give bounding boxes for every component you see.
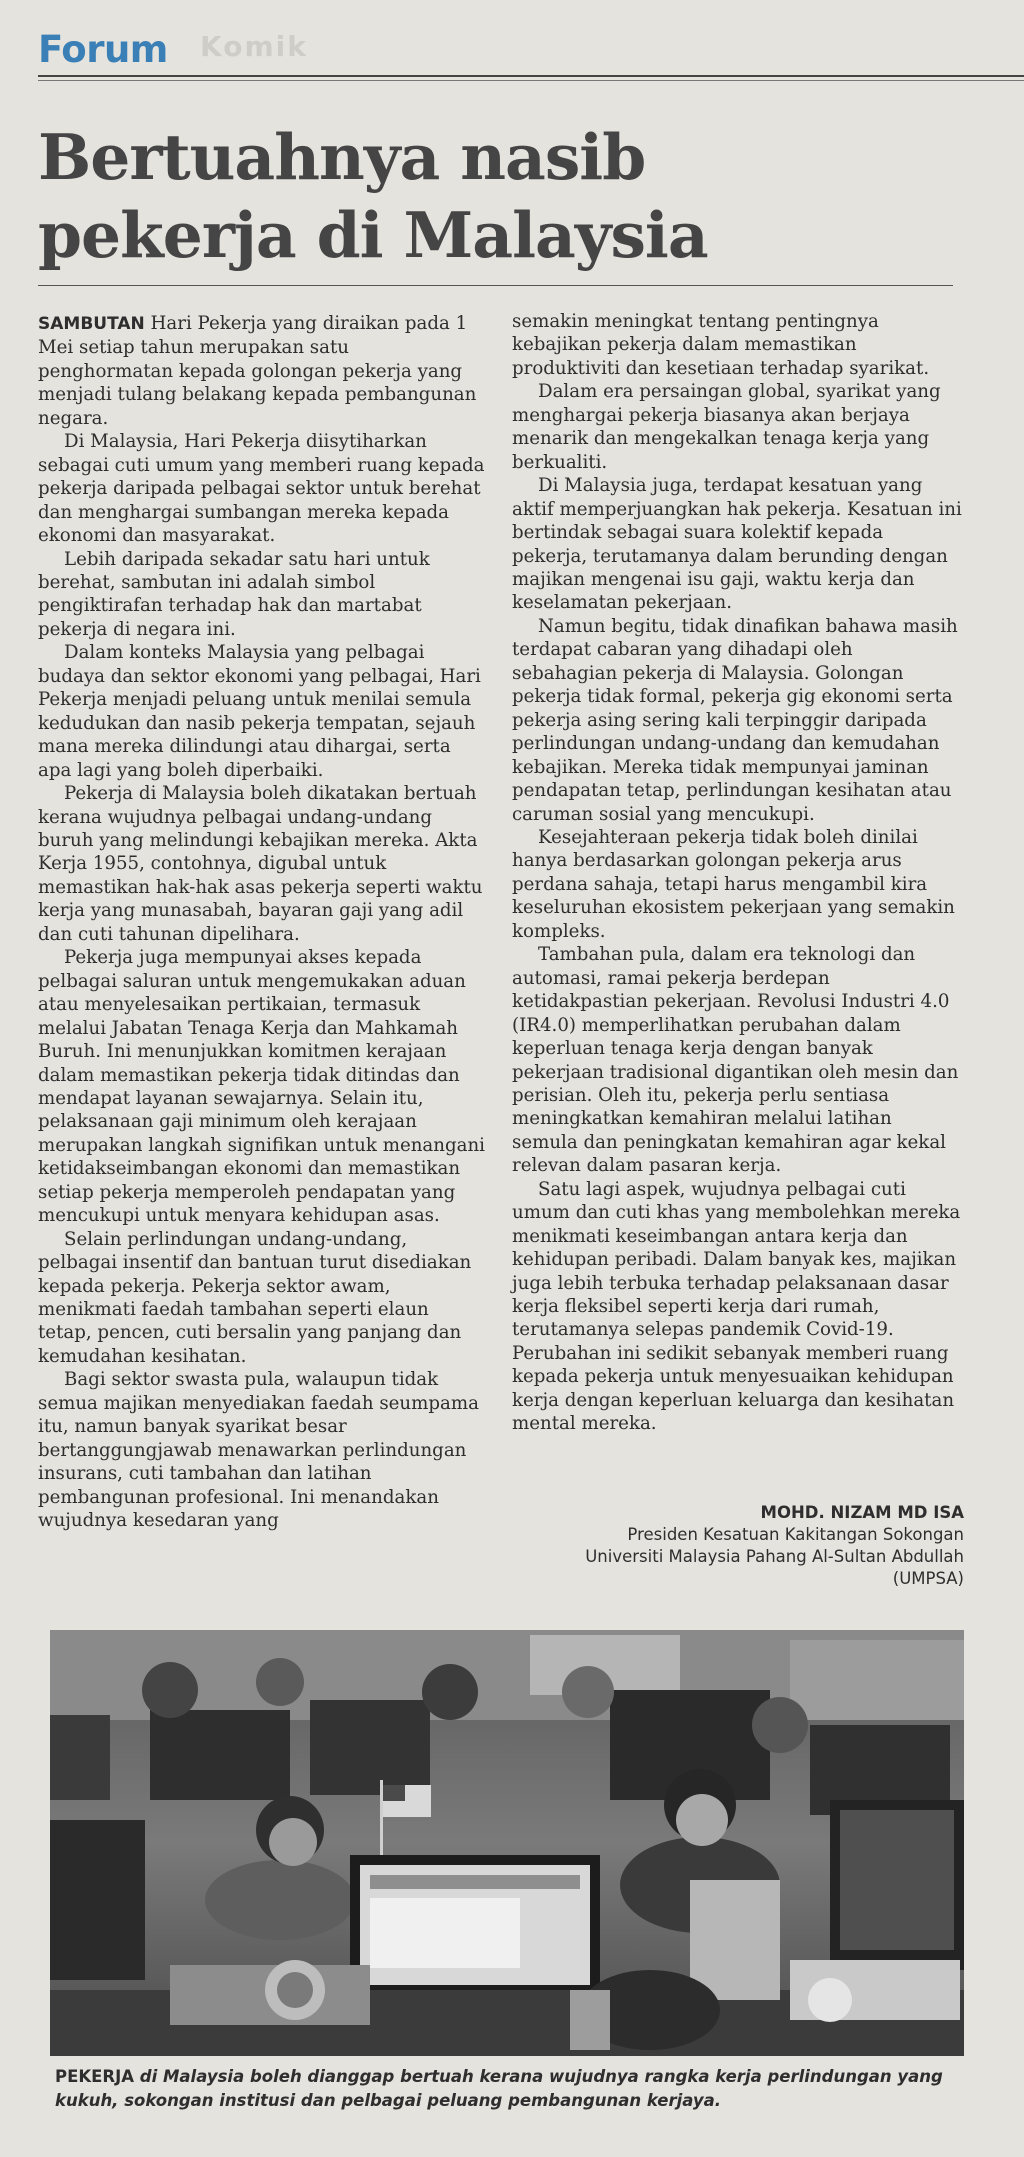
headline-line-2: pekerja di Malaysia xyxy=(38,198,708,272)
paragraph xyxy=(38,312,488,430)
paragraph-text: Hari Pekerja yang diraikan pada 1 Mei setiap tahun merupakan satu penghormatan kepada golongan pekerja yang menjadi tulang belakang kepada pembangunan negara. xyxy=(38,313,477,429)
paragraph: Lebih daripada sekadar satu hari untuk berehat, sambutan ini adalah simbol pengiktirafan terhadap hak dan martabat pekerja di negara ini. xyxy=(38,548,430,640)
paragraph: Di Malaysia juga, terdapat kesatuan yang aktif memperjuangkan hak pekerja. Kesatuan ini bertindak sebagai suara kolektif kepada pekerja, terutamanya dalam berunding dengan majikan mengenai isu gaji, waktu kerja dan keselamatan pekerjaan. xyxy=(512,475,962,614)
author-role: Presiden Kesatuan Kakitangan Sokongan xyxy=(627,1525,964,1544)
headline xyxy=(38,118,938,274)
background-ghost-text: Komik xyxy=(200,30,308,63)
photo-caption xyxy=(55,2065,995,2113)
caption-lead: PEKERJA xyxy=(55,2067,135,2086)
paragraph: Tambahan pula, dalam era teknologi dan automasi, ramai pekerja berdepan ketidakpastian pekerjaan. Revolusi Industri 4.0 (IR4.0) memperlihatkan perubahan dalam keperluan tenaga kerja dengan banyak pekerjaan tradisional digantikan oleh mesin dan perisian. Oleh itu, pekerja perlu sentiasa meningkatkan kemahiran melalui latihan semula dan peningkatan kemahiran agar kekal relevan dalam pasaran kerja. xyxy=(512,944,959,1177)
article-column-1 xyxy=(38,312,488,1533)
caption-text: di Malaysia boleh dianggap bertuah kerana wujudnya rangka kerja perlindungan yang kukuh, sokongan institusi dan pelbagai peluang pembangunan kerjaya. xyxy=(55,2067,943,2110)
article-column-2 xyxy=(512,310,962,1436)
author-affiliation: Universiti Malaysia Pahang Al-Sultan Abdullah xyxy=(585,1547,964,1566)
paragraph: Di Malaysia, Hari Pekerja diisytiharkan sebagai cuti umum yang memberi ruang kepada pekerja daripada pelbagai sektor untuk berehat dan menghargai sumbangan mereka kepada ekonomi dan masyarakat. xyxy=(38,431,485,547)
office-photo-illustration xyxy=(50,1630,964,2056)
paragraph: Pekerja di Malaysia boleh dikatakan bertuah kerana wujudnya pelbagai undang-undang buruh yang melindungi kebajikan mereka. Akta Kerja 1955, contohnya, digubal untuk memastikan hak-hak asas pekerja seperti waktu kerja yang munasabah, bayaran gaji yang adil dan cuti tahunan dipelihara. xyxy=(38,783,483,945)
section-label: Forum xyxy=(38,28,168,71)
paragraph: Kesejahteraan pekerja tidak boleh dinilai hanya berdasarkan golongan pekerja arus perdana sahaja, tetapi harus mengambil kira keseluruhan ekosistem pekerjaan yang semakin kompleks. xyxy=(512,826,955,942)
paragraph: Dalam era persaingan global, syarikat yang menghargai pekerja biasanya akan berjaya menarik dan mengekalkan tenaga kerja yang berkualiti. xyxy=(512,381,941,473)
headline-line-1: Bertuahnya nasib xyxy=(38,120,646,194)
author-name: MOHD. NIZAM MD ISA xyxy=(760,1503,964,1522)
paragraph: Satu lagi aspek, wujudnya pelbagai cuti umum dan cuti khas yang membolehkan mereka menikmati keseimbangan antara kerja dan kehidupan peribadi. Dalam banyak kes, majikan juga lebih terbuka terhadap pelaksanaan dasar kerja fleksibel seperti kerja dari rumah, terutamanya selepas pandemik Covid-19. Perubahan ini sedikit sebanyak memberi ruang kepada pekerja untuk menyesuaikan kehidupan kerja dengan keperluan keluarga dan kesihatan mental mereka. xyxy=(512,1178,961,1435)
paragraph: Dalam konteks Malaysia yang pelbagai budaya dan sektor ekonomi yang pelbagai, Hari Pekerja menjadi peluang untuk menilai semula kedudukan dan nasib pekerja tempatan, sejauh mana mereka dilindungi atau dihargai, serta apa lagi yang boleh diperbaiki. xyxy=(38,642,481,781)
paragraph: Bagi sektor swasta pula, walaupun tidak semua majikan menyediakan faedah seumpama itu, namun banyak syarikat besar bertanggungjawab menawarkan perlindungan insurans, cuti tambahan dan latihan pembangunan profesional. Ini menandakan wujudnya kesedaran yang xyxy=(38,1369,479,1532)
office-photo xyxy=(50,1630,964,2056)
headline-rule xyxy=(38,285,953,286)
author-affiliation-abbr: (UMPSA) xyxy=(892,1569,964,1588)
paragraph: Pekerja juga mempunyai akses kepada pelbagai saluran untuk mengemukakan aduan atau menyelesaikan pertikaian, termasuk melalui Jabatan Tenaga Kerja dan Mahkamah Buruh. Ini menunjukkan komitmen kerajaan dalam memastikan pekerja tidak ditindas dan mendapat layanan sewajarnya. Selain itu, pelaksanaan gaji minimum oleh kerajaan merupakan langkah signifikan untuk menangani ketidakseimbangan ekonomi dan memastikan setiap pekerja memperoleh pendapatan yang mencukupi untuk menyara kehidupan asas. xyxy=(38,947,485,1227)
paragraph: Namun begitu, tidak dinafikan bahawa masih terdapat cabaran yang dihadapi oleh sebahagian pekerja di Malaysia. Golongan pekerja tidak formal, pekerja gig ekonomi serta pekerja asing sering kali terpinggir daripada perlindungan undang-undang dan kemudahan kebajikan. Mereka tidak mempunyai jaminan pendapatan tetap, perlindungan kesihatan atau caruman sosial yang mencukupi. xyxy=(512,615,958,825)
lead-word: SAMBUTAN xyxy=(38,314,145,334)
paragraph-continuation: semakin meningkat tentang pentingnya kebajikan pekerja dalam memastikan produktiviti dan kesetiaan terhadap syarikat. xyxy=(512,311,930,379)
top-rule xyxy=(38,75,1024,81)
paragraph: Selain perlindungan undang-undang, pelbagai insentif dan bantuan turut disediakan kepada pekerja. Pekerja sektor awam, menikmati faedah tambahan seperti elaun tetap, pencen, cuti bersalin yang panjang dan kemudahan kesihatan. xyxy=(38,1228,472,1367)
byline xyxy=(444,1502,964,1590)
